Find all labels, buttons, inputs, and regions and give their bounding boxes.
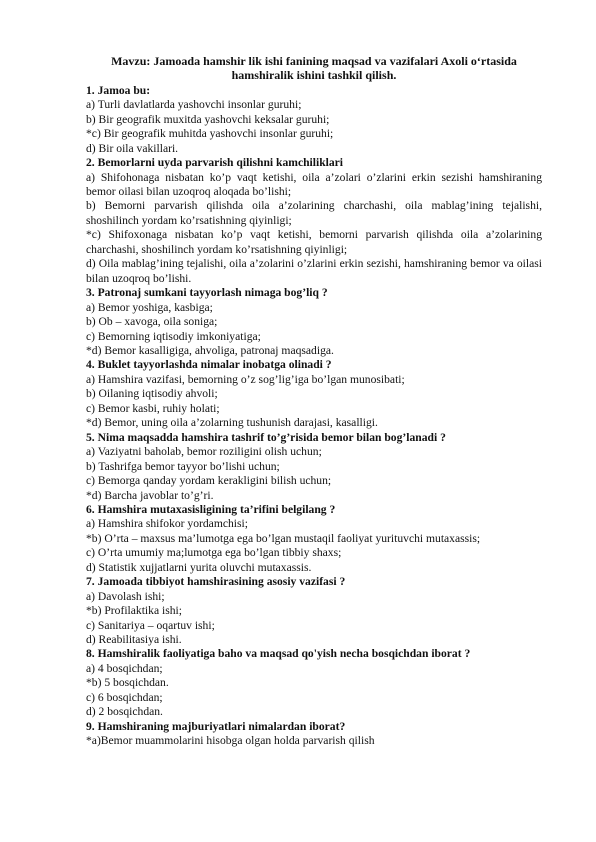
question-text: 3. Patronaj sumkani tayyorlash nimaga bog’liq ? — [86, 286, 328, 300]
question-text: 9. Hamshiraning majburiyatlari nimalardan iborat? — [86, 719, 346, 733]
answer-option: a) Vaziyatni baholab, bemor roziligini olish uchun; — [86, 445, 322, 459]
answer-option: *d) Bemor, uning oila a’zolarning tushunish darajasi, kasalligi. — [86, 416, 378, 430]
answer-option: a) Hamshira vazifasi, bemorning o’z sog’lig’iga bo’lgan munosibati; — [86, 372, 405, 386]
question-block — [86, 358, 542, 430]
answer-option: a) 4 bosqichdan; — [86, 661, 163, 675]
question-block — [86, 84, 542, 156]
answer-option: *b) 5 bosqichdan. — [86, 676, 169, 690]
answer-option: d) Statistik xujjatlarni yurita oluvchi mutaxassis. — [86, 560, 312, 574]
answer-option: d) Bir oila vakillari. — [86, 141, 179, 155]
answer-option: c) Sanitariya – oqartuv ishi; — [86, 618, 215, 632]
answer-option: d) 2 bosqichdan. — [86, 705, 163, 719]
question-text: 7. Jamoada tibbiyot hamshirasining asosiy vazifasi ? — [86, 575, 346, 589]
question-text: 5. Nima maqsadda hamshira tashrif to’g’risida bemor bilan bog’lanadi ? — [86, 430, 446, 444]
answer-option: c) Bemor kasbi, ruhiy holati; — [86, 401, 220, 415]
answer-option: a) Turli davlatlarda yashovchi insonlar guruhi; — [86, 98, 302, 112]
question-list — [86, 84, 542, 749]
answer-option: d) Oila mablag’ining tejalishi, oila a’zolarini o’zlarini erkin sezishi, hamshiraning bemor va oilasi bilan uzoqroq bo’lishi. — [86, 257, 542, 285]
question-text: 6. Hamshira mutaxasisligining ta’rifini belgilang ? — [86, 502, 336, 516]
answer-option: c) O’rta umumiy ma;lumotga ega bo’lgan tibbiy shaxs; — [86, 546, 342, 560]
question-text: 4. Buklet tayyorlashda nimalar inobatga olinadi ? — [86, 358, 332, 372]
question-block — [86, 431, 542, 503]
answer-option: a) Bemor yoshiga, kasbiga; — [86, 300, 213, 314]
answer-option: b) Oilaning iqtisodiy ahvoli; — [86, 387, 218, 401]
answer-option: b) Tashrifga bemor tayyor bo’lishi uchun; — [86, 459, 280, 473]
question-block — [86, 286, 542, 358]
answer-option: d) Reabilitasiya ishi. — [86, 633, 182, 647]
question-block — [86, 156, 542, 286]
answer-option: b) Ob – xavoga, oila soniga; — [86, 315, 218, 329]
answer-option: a) Shifohonaga nisbatan ko’p vaqt ketishi, oila a’zolari o’zlarini erkin sezishi hamshiraning bemor oilasi bilan uzoqroq aloqada bo’lishi; — [86, 170, 542, 198]
document-title: Mavzu: Jamoada hamshir lik ishi fanining maqsad va vazifalari Axoli o‘rtasida hamshiralik ishini tashkil qilish. — [111, 54, 517, 83]
question-block — [86, 575, 542, 647]
document-page — [86, 54, 542, 749]
answer-option: b) Bir geografik muxitda yashovchi keksalar guruhi; — [86, 112, 330, 126]
question-block — [86, 720, 542, 749]
answer-option: *c) Shifoxonaga nisbatan ko’p vaqt ketishi, bemorni parvarish qilishda oila a’zolarining charchashi, shoshilinch yordam ko’rsatishning qiyinligi; — [86, 228, 542, 256]
answer-option: a) Hamshira shifokor yordamchisi; — [86, 517, 248, 531]
question-text: 2. Bemorlarni uyda parvarish qilishni kamchiliklari — [86, 156, 344, 170]
answer-option: a) Davolash ishi; — [86, 589, 165, 603]
question-block — [86, 503, 542, 575]
question-text: 8. Hamshiralik faoliyatiga baho va maqsad qo'yish necha bosqichdan iborat ? — [86, 647, 471, 661]
question-block — [86, 647, 542, 719]
answer-option: *d) Bemor kasalligiga, ahvoliga, patronaj maqsadiga. — [86, 343, 334, 357]
answer-option: c) Bemorning iqtisodiy imkoniyatiga; — [86, 329, 261, 343]
answer-option: c) 6 bosqichdan; — [86, 690, 163, 704]
answer-option: *b) Profilaktika ishi; — [86, 604, 182, 618]
answer-option: *a)Bemor muammolarini hisobga olgan holda parvarish qilish — [86, 734, 375, 748]
answer-option: b) Bemorni parvarish qilishda oila a’zolarining charchashi, oila mablag’ining tejalishi, shoshilinch yordam ko’rsatishning qiyinligi; — [86, 199, 542, 227]
answer-option: *c) Bir geografik muhitda yashovchi insonlar guruhi; — [86, 127, 334, 141]
answer-option: *d) Barcha javoblar to’g’ri. — [86, 488, 214, 502]
answer-option: *b) O’rta – maxsus ma’lumotga ega bo’lgan mustaqil faoliyat yurituvchi mutaxassis; — [86, 531, 481, 545]
question-text: 1. Jamoa bu: — [86, 83, 151, 97]
answer-option: c) Bemorga qanday yordam kerakligini bilish uchun; — [86, 474, 332, 488]
